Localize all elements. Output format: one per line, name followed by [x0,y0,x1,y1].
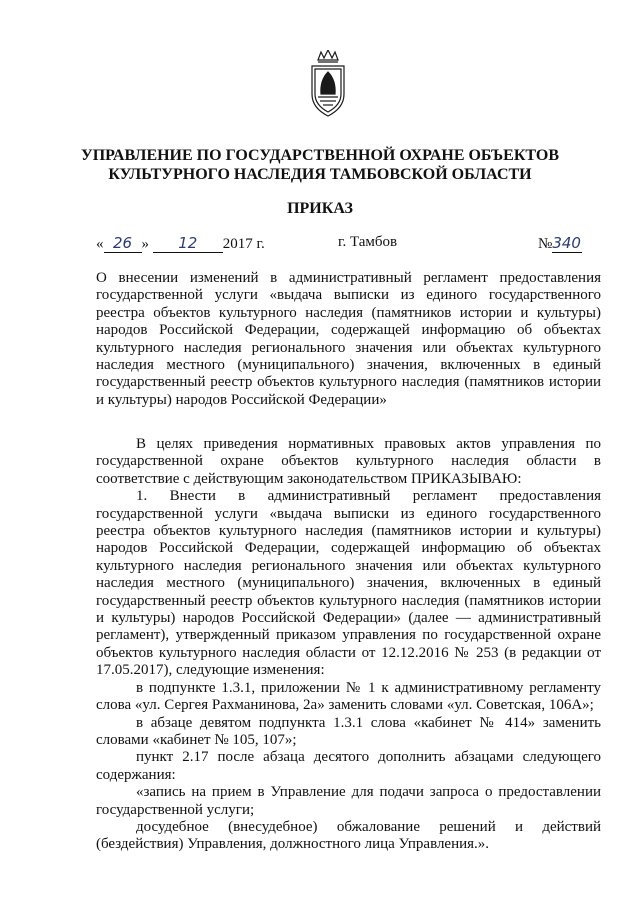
coat-of-arms-emblem [304,50,352,118]
date-day-handwritten: 26 [104,234,142,253]
quoted-addition-2: досудебное (внесудебное) обжалование решений и действий (бездействия) Управления, должностного лица Управления.». [96,818,601,853]
number-handwritten: 340 [552,234,581,252]
number-label: № [538,236,553,252]
date-month-handwritten: 12 [153,234,223,253]
date-quote-close: » [141,236,149,252]
organization-title [0,146,640,184]
change-2-paragraph: в абзаце девятом подпункта 1.3.1 слова «кабинет № 414» заменить словами «кабинет № 105, 107»; [96,714,601,748]
document-date [96,234,265,253]
document-number [538,234,582,253]
document-city: г. Тамбов [338,234,398,250]
organization-title-line-2: КУЛЬТУРНОГО НАСЛЕДИЯ ТАМБОВСКОЙ ОБЛАСТИ [108,166,532,183]
date-year: 2017 г. [222,236,265,252]
document-body [96,436,601,854]
change-3-paragraph: пункт 2.17 после абзаца десятого дополнить абзацами следующего содержания: [96,749,601,783]
organization-title-line-1: УПРАВЛЕНИЕ ПО ГОСУДАРСТВЕННОЙ ОХРАНЕ ОБЪЕКТОВ [80,147,559,164]
preamble-paragraph: В целях приведения нормативных правовых актов управления по государственной охране объектов культурного наследия области в соответствие с действующим законодательством ПРИКАЗЫВАЮ: [96,436,601,487]
document-subject: О внесении изменений в административный регламент предоставления государственной услуги «выдача выписки из единого государственного реестра объектов культурного наследия (памятников истории и культуры) народов Российской Федерации, содержащей информацию об объектах культурного наследия регионального значения или объектах культурного наследия местного (муниципального) значения, включенных в единый государственный реестр объектов культурного наследия (памятников истории и культуры) народов Российской Федерации» [96,270,601,408]
date-quote-open: « [96,236,104,252]
quoted-addition-1: «запись на прием в Управление для подачи запроса о предоставлении государственной услуги; [96,784,601,818]
item-1-paragraph: 1. Внести в административный регламент предоставления государственной услуги «выдача выписки из единого государственного реестра объектов культурного наследия (памятников истории и культуры) народов Российской Федерации, содержащей информацию об объектах культурного наследия регионального значения или объектах культурного наследия местного (муниципального) значения, включенных в единый государственный реестр объектов культурного наследия (памятников истории и культуры) народов Российской Федерации» (далее — административный регламент), утвержденный приказом управления по государственной охране объектов культурного наследия области от 12.12.2016 № 253 (в редакции от 17.05.2017), следующие изменения: [96,488,601,679]
document-type: ПРИКАЗ [287,200,353,217]
change-1-paragraph: в подпункте 1.3.1, приложении № 1 к административному регламенту слова «ул. Сергея Рахманинова, 2а» заменить словами «ул. Советская, 106А»; [96,679,601,714]
